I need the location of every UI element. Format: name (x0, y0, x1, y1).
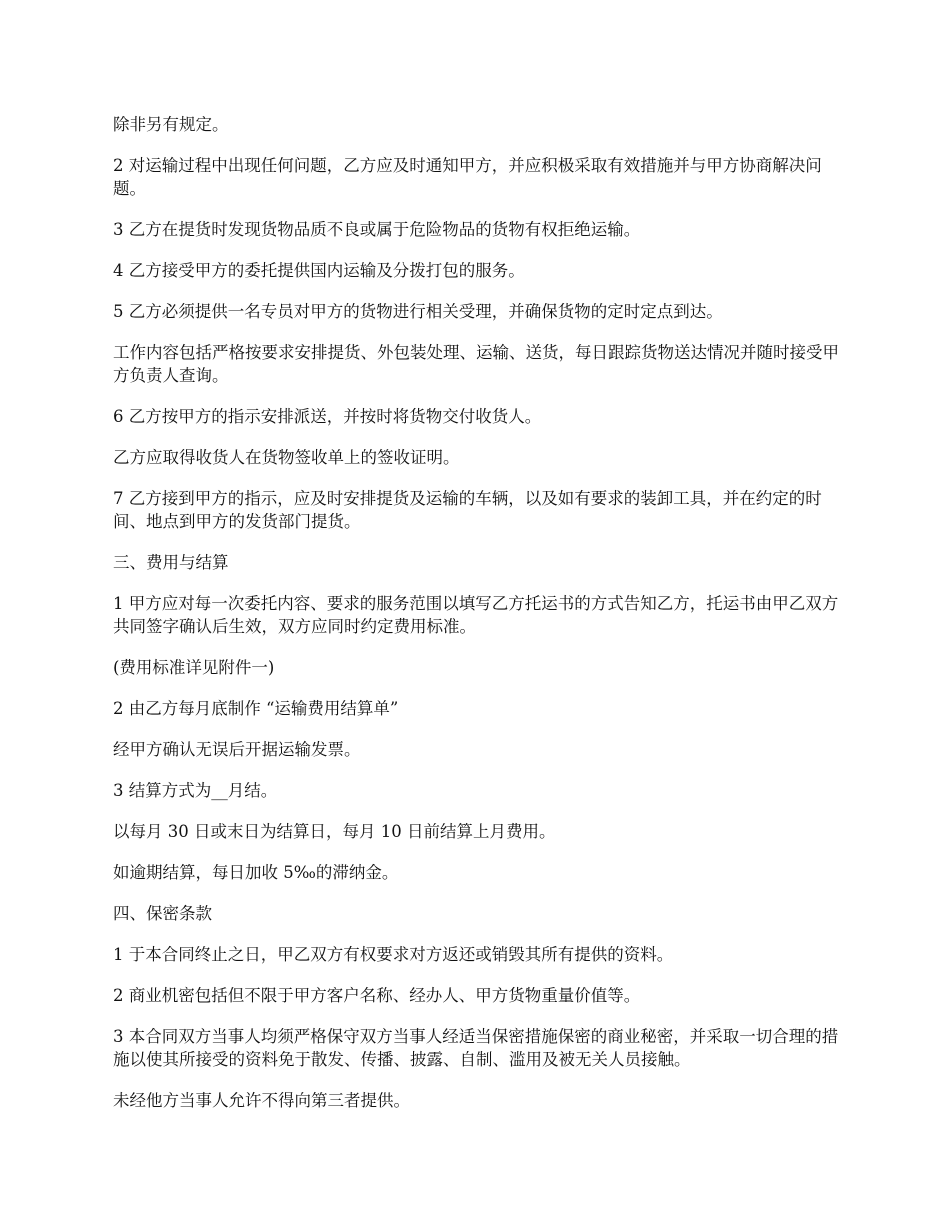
paragraph: 除非另有规定。 (113, 115, 229, 134)
paragraph: 3 结算方式为__月结。 (113, 781, 278, 800)
paragraph: 5 乙方必须提供一名专员对甲方的货物进行相关受理，并确保货物的定时定点到达。 (113, 302, 723, 321)
paragraph: 4 乙方接受甲方的委托提供国内运输及分拨打包的服务。 (113, 261, 525, 280)
paragraph: 1 甲方应对每一次委托内容、要求的服务范围以填写乙方托运书的方式告知乙方，托运书由甲乙双方共同签字确认后生效，双方应同时约定费用标准。 (113, 594, 839, 636)
section-heading-confidentiality: 四、保密条款 (113, 904, 212, 923)
paragraph: 工作内容包括严格按要求安排提货、外包装处理、运输、送货，每日跟踪货物送达情况并随时接受甲方负责人查询。 (113, 343, 839, 385)
section-heading-fees: 三、费用与结算 (113, 553, 229, 572)
paragraph: 6 乙方按甲方的指示安排派送，并按时将货物交付收货人。 (113, 407, 542, 426)
document-body (113, 113, 845, 1130)
paragraph: 2 由乙方每月底制作 “运输费用结算单” (113, 699, 399, 718)
paragraph: 经甲方确认无误后开据运输发票。 (113, 740, 361, 759)
paragraph: 1 于本合同终止之日，甲乙双方有权要求对方返还或销毁其所有提供的资料。 (113, 945, 674, 964)
paragraph: 乙方应取得收货人在货物签收单上的签收证明。 (113, 448, 460, 467)
paragraph: 3 乙方在提货时发现货物品质不良或属于危险物品的货物有权拒绝运输。 (113, 220, 641, 239)
paragraph: (费用标准详见附件一) (113, 658, 275, 677)
paragraph: 2 对运输过程中出现任何问题，乙方应及时通知甲方，并应积极采取有效措施并与甲方协商解决问题。 (113, 156, 822, 198)
paragraph: 3 本合同双方当事人均须严格保守双方当事人经适当保密措施保密的商业秘密，并采取一切合理的措施以使其所接受的资料免于散发、传播、披露、自制、滥用及被无关人员接触。 (113, 1027, 839, 1069)
paragraph: 7 乙方接到甲方的指示，应及时安排提货及运输的车辆，以及如有要求的装卸工具，并在约定的时间、地点到甲方的发货部门提货。 (113, 489, 822, 531)
paragraph: 未经他方当事人允许不得向第三者提供。 (113, 1091, 410, 1110)
paragraph: 如逾期结算，每日加收 5‰的滞纳金。 (113, 863, 399, 882)
paragraph: 以每月 30 日或末日为结算日，每月 10 日前结算上月费用。 (113, 822, 556, 841)
paragraph: 2 商业机密包括但不限于甲方客户名称、经办人、甲方货物重量价值等。 (113, 986, 641, 1005)
